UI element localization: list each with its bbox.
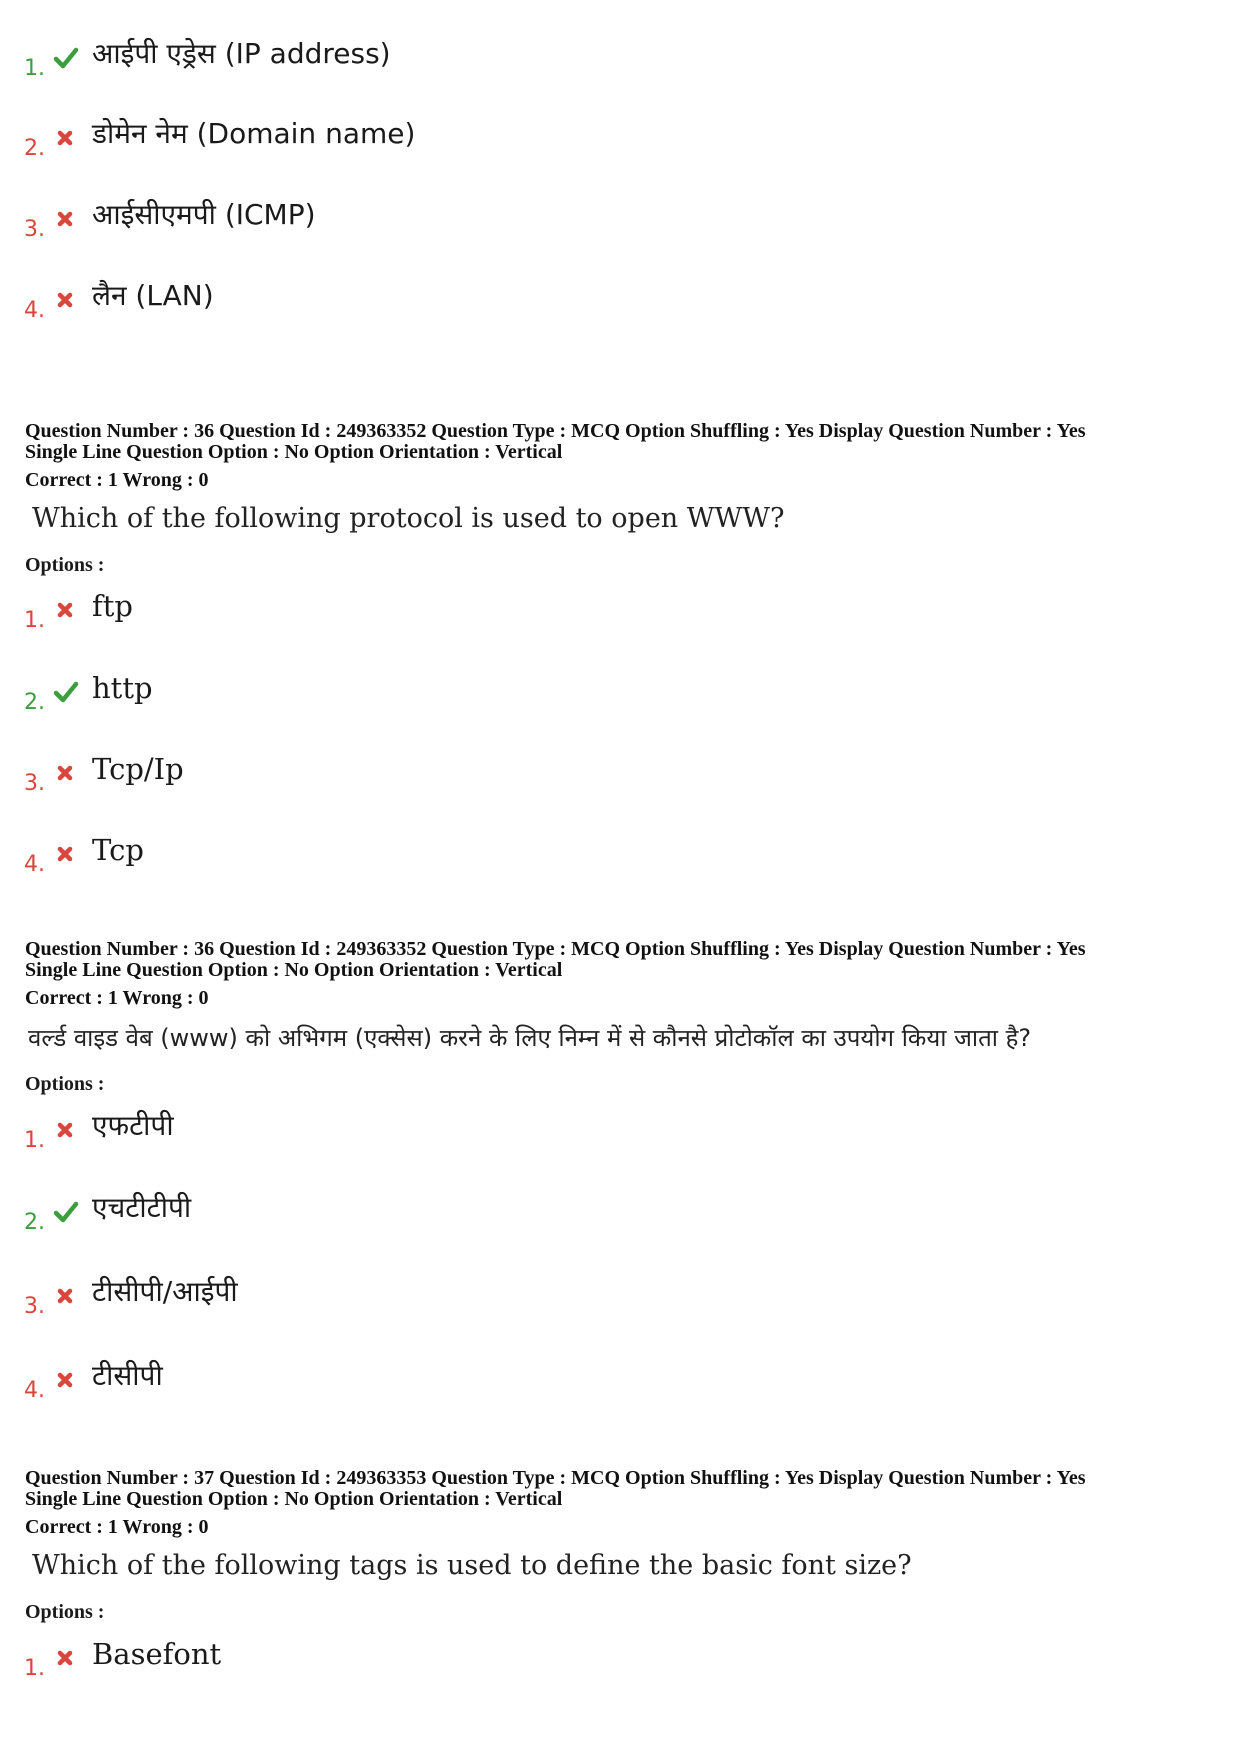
option-number: 3. [24,771,45,796]
option-row [24,1110,1204,1158]
option-number: 4. [24,852,45,877]
option-row [24,1360,1204,1408]
question-meta-line: Single Line Question Option : No Option Orientation : Vertical [25,1488,563,1510]
question-text: वर्ल्ड वाइड वेब (www) को अभिगम (एक्सेस) करने के लिए निम्न में से कौनसे प्रोटोकॉल का उपयोग किया जाता है? [28,1024,1032,1052]
option-text: टीसीपी/आईपी [92,1275,238,1308]
option-row [24,118,1204,166]
option-text: Basefont [92,1637,222,1671]
option-text: ftp [92,589,133,623]
option-row [24,590,1204,638]
option-row [24,38,1204,86]
options-label: Options : [25,1073,105,1095]
question-meta [25,421,1225,491]
check-icon [52,44,80,72]
option-number: 1. [24,56,45,81]
question-meta-line: Question Number : 36 Question Id : 249363352 Question Type : MCQ Option Shuffling : Yes Display Question Number : Yes [25,420,1086,442]
cross-icon [52,1282,80,1310]
option-row [24,672,1204,720]
option-number: 2. [24,690,45,715]
cross-icon [52,1116,80,1144]
question-meta-line: Question Number : 37 Question Id : 249363353 Question Type : MCQ Option Shuffling : Yes Display Question Number : Yes [25,1467,1086,1489]
option-row [24,1638,1204,1686]
option-text: लैन (LAN) [92,279,214,312]
option-number: 3. [24,1294,45,1319]
cross-icon [52,286,80,314]
option-number: 1. [24,1656,45,1681]
option-number: 1. [24,608,45,633]
option-text: Tcp [92,833,144,867]
question-meta-line: Single Line Question Option : No Option Orientation : Vertical [25,441,563,463]
option-text: एफटीपी [92,1109,174,1142]
option-number: 1. [24,1128,45,1153]
option-number: 3. [24,217,45,242]
option-text: एचटीटीपी [92,1191,192,1224]
option-number: 2. [24,136,45,161]
question-meta [25,1468,1225,1538]
cross-icon [52,1644,80,1672]
question-text: Which of the following protocol is used to open WWW? [32,503,785,534]
cross-icon [52,840,80,868]
check-icon [52,1198,80,1226]
option-number: 4. [24,298,45,323]
option-text: आईसीएमपी (ICMP) [92,198,316,231]
question-text: Which of the following tags is used to define the basic font size? [32,1550,912,1581]
option-text: टीसीपी [92,1359,163,1392]
check-icon [52,678,80,706]
option-row [24,199,1204,247]
cross-icon [52,205,80,233]
option-text: Tcp/Ip [92,752,184,786]
question-meta-line: Single Line Question Option : No Option Orientation : Vertical [25,959,563,981]
option-row [24,1192,1204,1240]
option-row [24,1276,1204,1324]
option-number: 4. [24,1378,45,1403]
cross-icon [52,124,80,152]
cross-icon [52,596,80,624]
option-row [24,753,1204,801]
option-text: आईपी एड्रेस (IP address) [92,37,391,70]
score-line: Correct : 1 Wrong : 0 [25,987,209,1009]
score-line: Correct : 1 Wrong : 0 [25,469,209,491]
option-row [24,834,1204,882]
options-label: Options : [25,554,105,576]
score-line: Correct : 1 Wrong : 0 [25,1516,209,1538]
option-text: डोमेन नेम (Domain name) [92,117,416,150]
cross-icon [52,1366,80,1394]
options-label: Options : [25,1601,105,1623]
option-row [24,280,1204,328]
cross-icon [52,759,80,787]
question-meta [25,939,1225,1009]
option-number: 2. [24,1210,45,1235]
question-meta-line: Question Number : 36 Question Id : 249363352 Question Type : MCQ Option Shuffling : Yes Display Question Number : Yes [25,938,1086,960]
option-text: http [92,671,153,705]
